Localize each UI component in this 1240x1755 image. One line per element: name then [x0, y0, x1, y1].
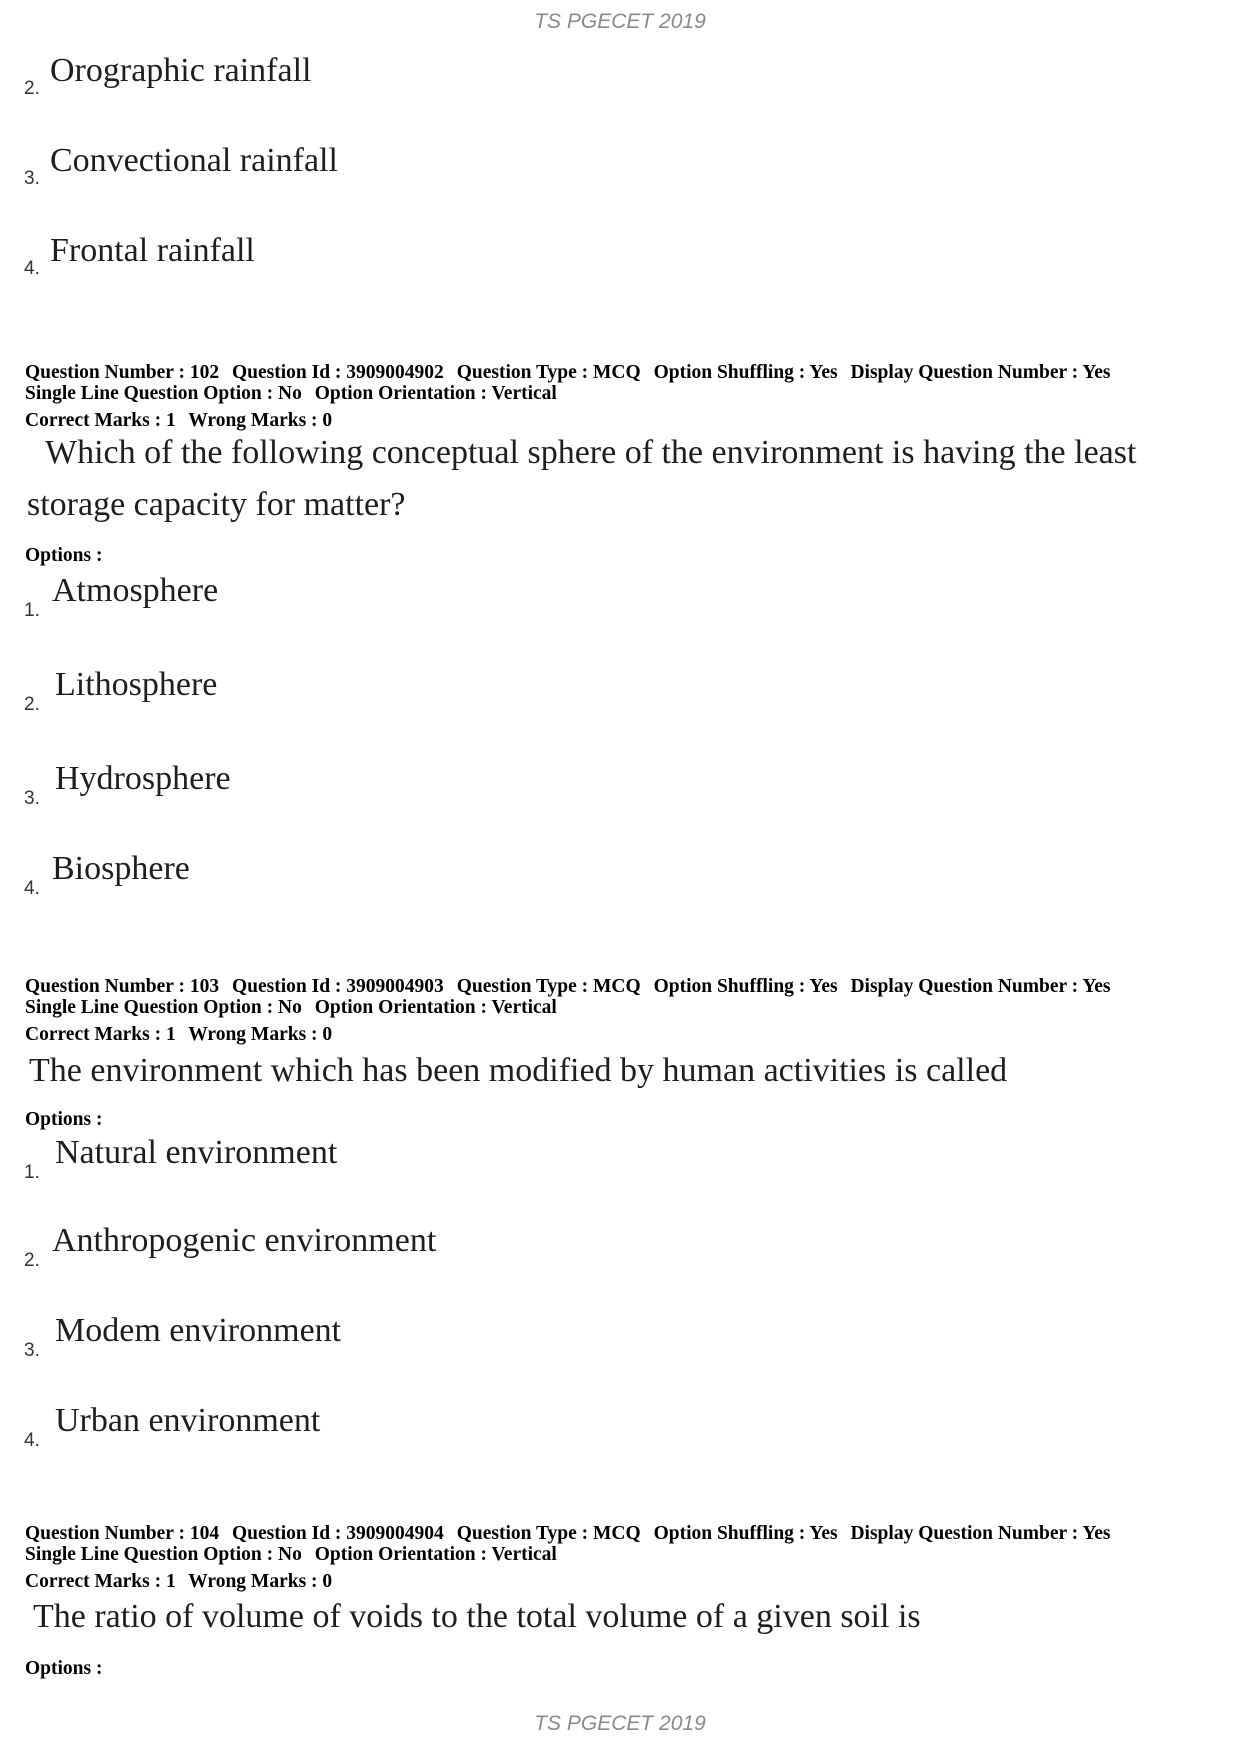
option-shuffling: Option Shuffling : Yes	[653, 362, 838, 383]
option-number: 1.	[24, 1162, 40, 1183]
options-label: Options :	[25, 1109, 103, 1130]
single-line-option: Single Line Question Option : No	[25, 997, 302, 1018]
option-number: 3.	[24, 168, 40, 189]
option-number: 4.	[24, 878, 40, 899]
question-meta-line2	[25, 383, 557, 404]
option-text: Frontal rainfall	[50, 232, 255, 269]
option-text: Modem environment	[55, 1312, 342, 1349]
question-id: Question Id : 3909004902	[231, 362, 444, 383]
question-meta-line2	[25, 1544, 557, 1565]
question-id: Question Id : 3909004904	[231, 1523, 444, 1544]
question-meta-line1	[25, 1523, 1111, 1544]
option-number: 3.	[24, 788, 40, 809]
option-shuffling: Option Shuffling : Yes	[653, 976, 838, 997]
question-type: Question Type : MCQ	[456, 1523, 641, 1544]
option-text: Urban environment	[55, 1402, 321, 1439]
single-line-option: Single Line Question Option : No	[25, 383, 302, 404]
option-text: Convectional rainfall	[50, 142, 338, 179]
option-number: 1.	[24, 600, 40, 621]
option-text: Natural environment	[55, 1134, 338, 1171]
question-type: Question Type : MCQ	[456, 362, 641, 383]
wrong-marks: Wrong Marks : 0	[188, 410, 333, 431]
correct-marks: Correct Marks : 1	[25, 410, 176, 431]
option-number: 4.	[24, 1430, 40, 1451]
question-marks	[25, 1571, 332, 1592]
display-question-number: Display Question Number : Yes	[850, 1523, 1111, 1544]
option-orientation: Option Orientation : Vertical	[314, 1544, 557, 1565]
correct-marks: Correct Marks : 1	[25, 1024, 176, 1045]
question-text-line: Which of the following conceptual sphere of the environment is having the least	[45, 434, 1137, 471]
option-shuffling: Option Shuffling : Yes	[653, 1523, 838, 1544]
question-number: Question Number : 103	[25, 976, 220, 997]
page-footer: TS PGECET 2019	[534, 1712, 706, 1735]
wrong-marks: Wrong Marks : 0	[188, 1571, 333, 1592]
single-line-option: Single Line Question Option : No	[25, 1544, 302, 1565]
display-question-number: Display Question Number : Yes	[850, 362, 1111, 383]
option-number: 4.	[24, 258, 40, 279]
option-text: Biosphere	[52, 850, 190, 887]
page-header: TS PGECET 2019	[534, 10, 706, 33]
option-text: Atmosphere	[52, 572, 219, 609]
option-text: Anthropogenic environment	[52, 1222, 437, 1259]
option-number: 2.	[24, 78, 40, 99]
question-meta-line1	[25, 362, 1111, 383]
correct-marks: Correct Marks : 1	[25, 1571, 176, 1592]
option-number: 2.	[24, 694, 40, 715]
option-orientation: Option Orientation : Vertical	[314, 997, 557, 1018]
option-text: Hydrosphere	[55, 760, 231, 797]
wrong-marks: Wrong Marks : 0	[188, 1024, 333, 1045]
option-text: Orographic rainfall	[50, 52, 312, 89]
question-type: Question Type : MCQ	[456, 976, 641, 997]
option-number: 3.	[24, 1340, 40, 1361]
question-number: Question Number : 104	[25, 1523, 220, 1544]
question-meta-line2	[25, 997, 557, 1018]
option-text: Lithosphere	[55, 666, 218, 703]
question-text-line: storage capacity for matter?	[27, 486, 406, 523]
question-marks	[25, 1024, 332, 1045]
question-text-line: The ratio of volume of voids to the total volume of a given soil is	[33, 1598, 921, 1635]
option-orientation: Option Orientation : Vertical	[314, 383, 557, 404]
question-text-line: The environment which has been modified by human activities is called	[29, 1052, 1008, 1089]
question-number: Question Number : 102	[25, 362, 220, 383]
options-label: Options :	[25, 1658, 103, 1679]
question-marks	[25, 410, 332, 431]
question-id: Question Id : 3909004903	[231, 976, 444, 997]
question-meta-line1	[25, 976, 1111, 997]
options-label: Options :	[25, 545, 103, 566]
display-question-number: Display Question Number : Yes	[850, 976, 1111, 997]
option-number: 2.	[24, 1250, 40, 1271]
